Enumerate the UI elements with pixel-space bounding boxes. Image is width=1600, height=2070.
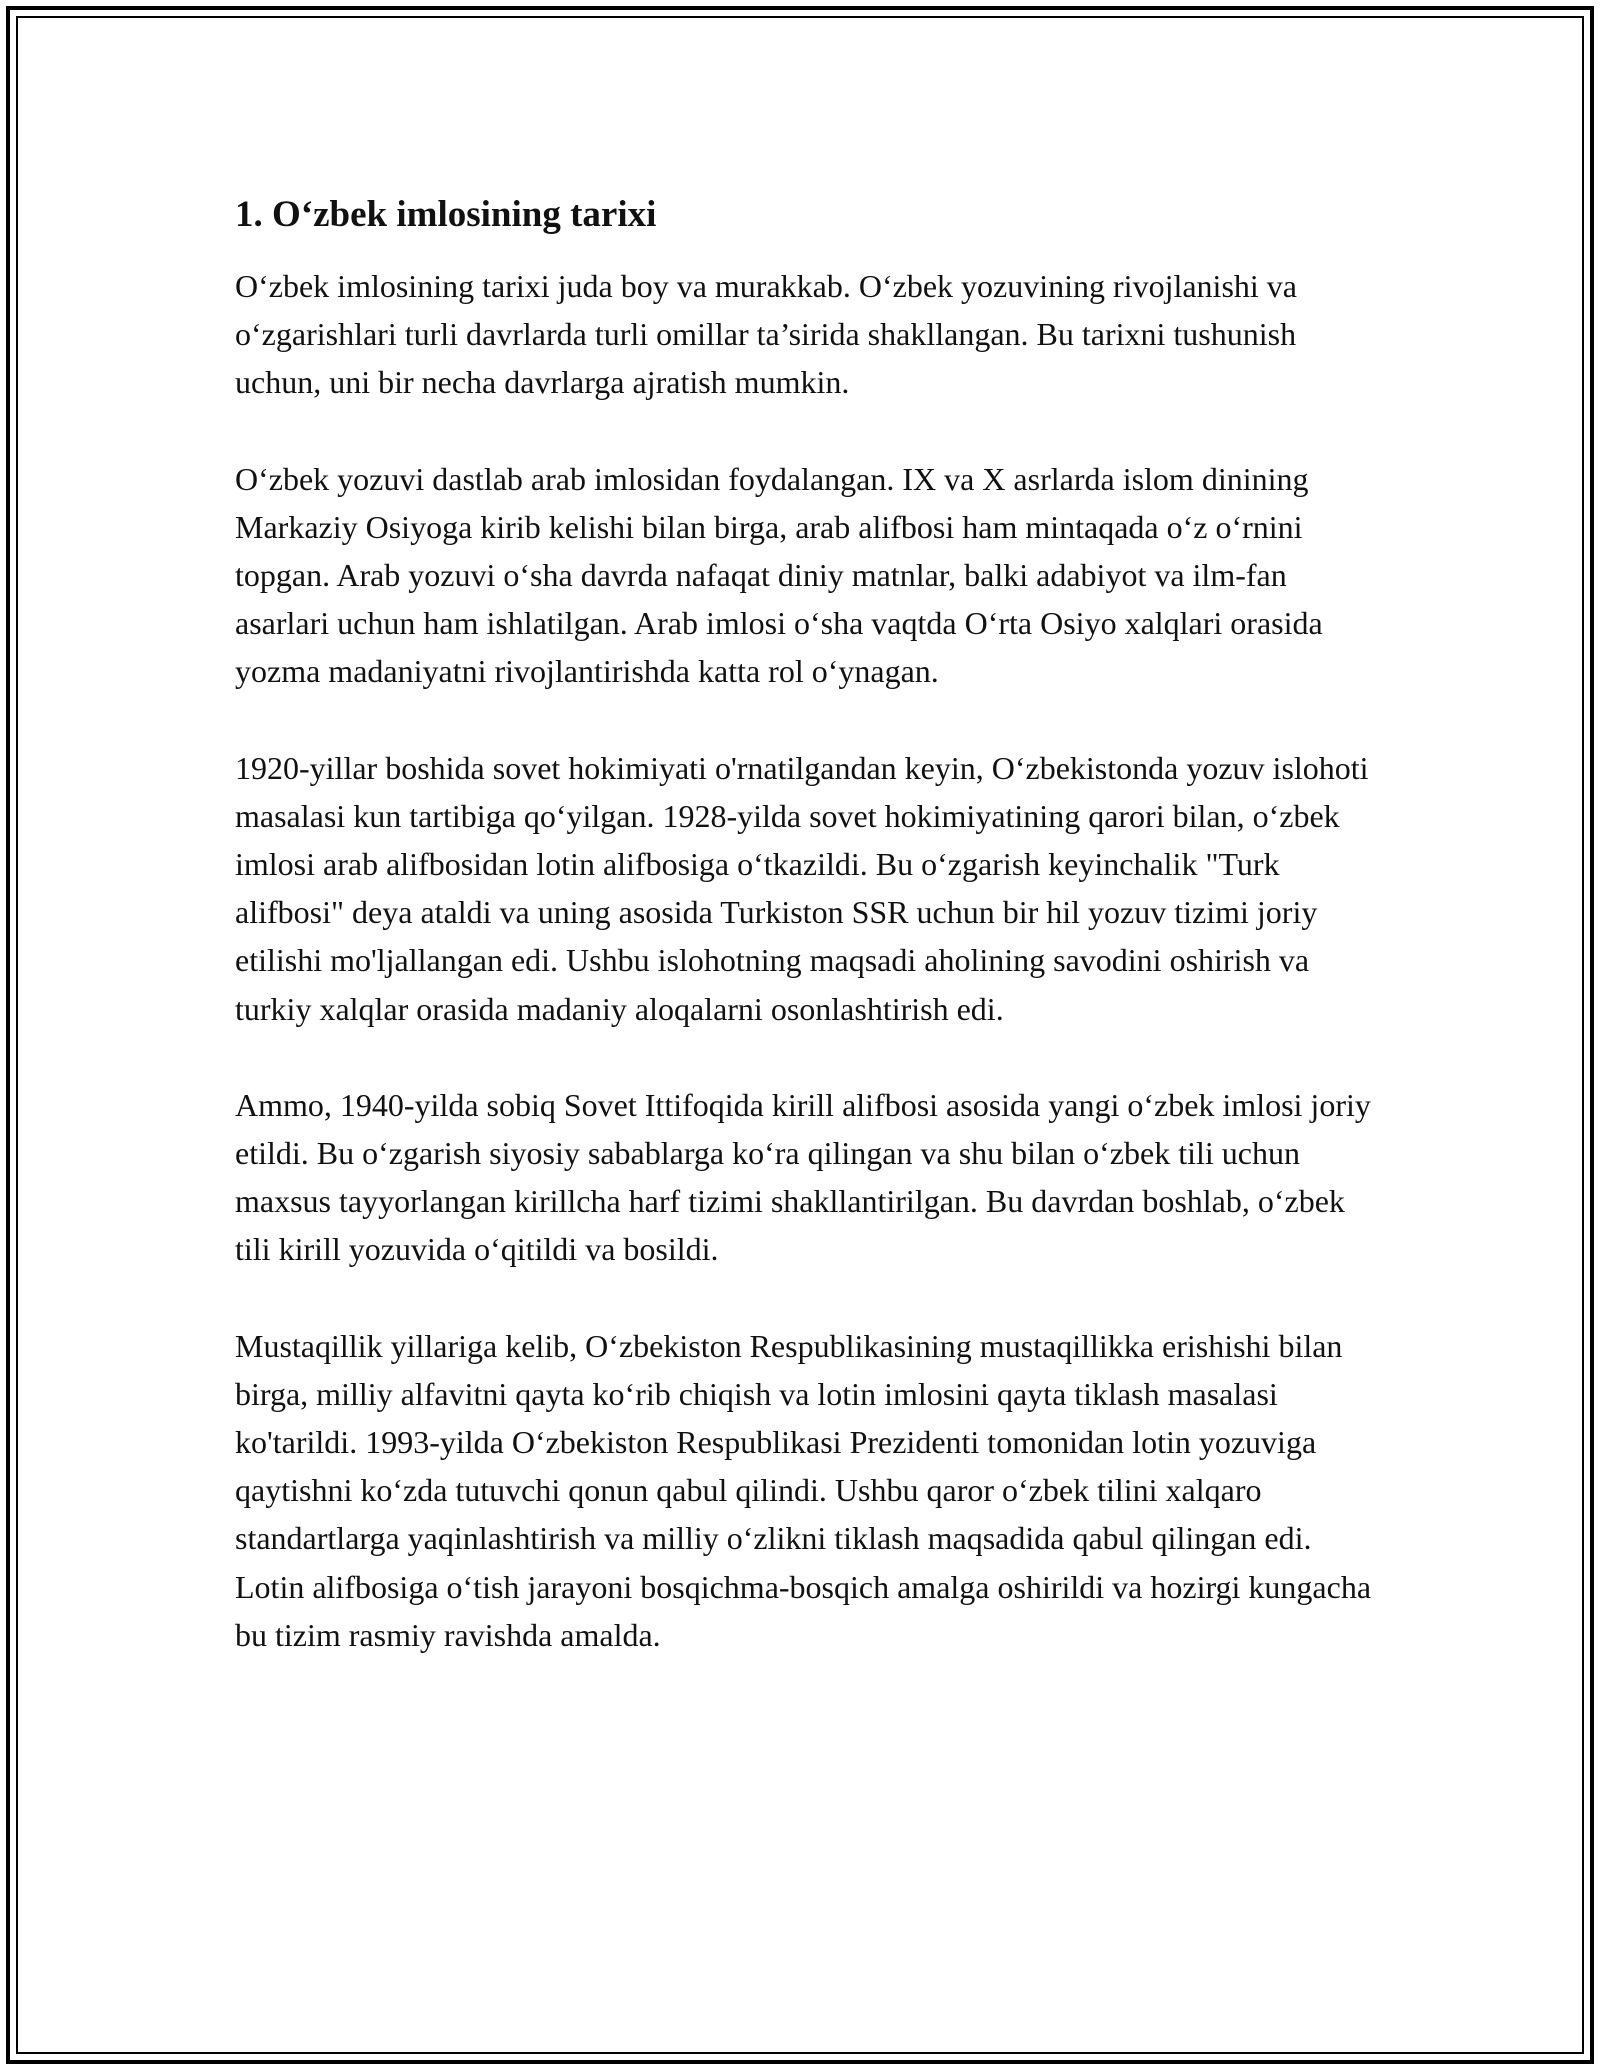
paragraph-intro: O‘zbek imlosining tarixi juda boy va murakkab. O‘zbek yozuvining rivojlanishi va o‘zgarishlari turli davrlarda turli omillar ta’sirida shakllangan. Bu tarixni tushunish uchun, uni bir necha davrlarga ajratish mumkin. bbox=[235, 268, 1297, 401]
paragraph-cyrillic-period: Ammo, 1940-yilda sobiq Sovet Ittifoqida kirill alifbosi asosida yangi o‘zbek imlosi joriy etildi. Bu o‘zgarish siyosiy sabablarga ko‘ra qilingan va shu bilan o‘zbek tili uchun maxsus tayyorlangan kirillcha harf tizimi shakllantirilgan. Bu davrdan boshlab, o‘zbek tili kirill yozuvida o‘qitildi va bosildi. bbox=[235, 1086, 1371, 1268]
document-body bbox=[235, 190, 1375, 1707]
paragraph-independence: Mustaqillik yillariga kelib, O‘zbekiston Respublikasining mustaqillikka erishishi bilan birga, milliy alfavitni qayta ko‘rib chiqish va lotin imlosini qayta tiklash masalasi ko'tarildi. 1993-yilda O‘zbekiston Respublikasi Prezidenti tomonidan lotin yozuviga qaytishni ko‘zda tutuvchi qonun qabul qilindi. Ushbu qaror o‘zbek tilini xalqaro standartlarga yaqinlashtirish va milliy o‘zlikni tiklash maqsadida qabul qilingan edi. Lotin alifbosiga o‘tish jarayoni bosqichma-bosqich amalga oshirildi va hozirgi kungacha bu tizim rasmiy ravishda amalda. bbox=[235, 1327, 1372, 1653]
paragraph-arabic-script: O‘zbek yozuvi dastlab arab imlosidan foydalangan. IX va X asrlarda islom dinining Markaziy Osiyoga kirib kelishi bilan birga, arab alifbosi ham mintaqada o‘z o‘rnini topgan. Arab yozuvi o‘sha davrda nafaqat diniy matnlar, balki adabiyot va ilm-fan asarlari uchun ham ishlatilgan. Arab imlosi o‘sha vaqtda O‘rta Osiyo xalqlari orasida yozma madaniyatni rivojlantirishda katta rol o‘ynagan. bbox=[235, 460, 1323, 690]
section-heading: 1. O‘zbek imlosining tarixi bbox=[235, 194, 657, 235]
paragraph-latin-reform: 1920-yillar boshida sovet hokimiyati o'rnatilgandan keyin, O‘zbekistonda yozuv islohoti masalasi kun tartibiga qo‘yilgan. 1928-yilda sovet hokimiyatining qarori bilan, o‘zbek imlosi arab alifbosidan lotin alifbosiga o‘tkazildi. Bu o‘zgarish keyinchalik "Turk alifbosi" deya ataldi va uning asosida Turkiston SSR uchun bir hil yozuv tizimi joriy etilishi mo'ljallangan edi. Ushbu islohotning maqsadi aholining savodini oshirish va turkiy xalqlar orasida madaniy aloqalarni osonlashtirish edi. bbox=[235, 749, 1369, 1027]
